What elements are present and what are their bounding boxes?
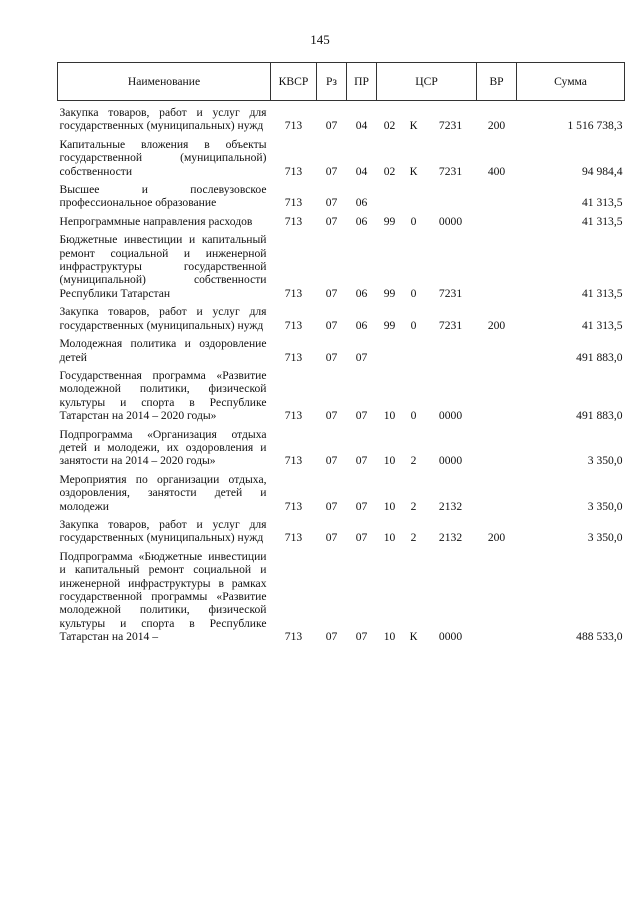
cell-sum: 94 984,4 — [581, 164, 623, 178]
cell-kvsr: 713 — [284, 119, 303, 133]
cell-csr1: 02 — [383, 164, 396, 178]
cell-pr: 07 — [355, 630, 368, 644]
header-csr: ЦСР — [377, 63, 477, 101]
cell-rz: 07 — [325, 499, 338, 513]
cell-csr3: 7231 — [438, 286, 463, 300]
cell-vr: 400 — [487, 164, 506, 178]
cell-vr — [477, 332, 517, 364]
header-name: Наименование — [58, 63, 271, 101]
cell-csr2: 0 — [410, 318, 417, 332]
cell-kvsr: 713 — [284, 409, 303, 423]
cell-sum: 491 883,0 — [576, 409, 623, 423]
cell-vr — [477, 210, 517, 228]
cell-csr2: К — [409, 630, 418, 644]
cell-vr — [477, 423, 517, 468]
cell-pr: 06 — [355, 196, 368, 210]
cell-rz: 07 — [325, 318, 338, 332]
cell-kvsr: 713 — [284, 630, 303, 644]
cell-rz: 07 — [325, 164, 338, 178]
cell-pr: 07 — [355, 499, 368, 513]
cell-rz: 07 — [325, 454, 338, 468]
cell-csr3 — [425, 332, 477, 364]
cell-csr3: 0000 — [438, 630, 463, 644]
cell-sum: 1 516 738,3 — [567, 119, 623, 133]
cell-csr2: К — [409, 119, 418, 133]
cell-name: Высшее и послевузовское профессиональное образование — [59, 183, 267, 210]
cell-rz: 07 — [325, 409, 338, 423]
cell-kvsr: 713 — [284, 318, 303, 332]
cell-sum: 41 313,5 — [581, 318, 623, 332]
cell-csr3 — [425, 178, 477, 210]
cell-pr: 07 — [355, 454, 368, 468]
cell-name: Закупка товаров, работ и услуг для государственных (муниципальных) нужд — [59, 517, 267, 545]
cell-sum: 41 313,5 — [581, 196, 623, 210]
cell-csr1: 10 — [383, 531, 396, 545]
cell-sum: 3 350,0 — [587, 499, 623, 513]
cell-pr: 06 — [355, 214, 368, 228]
cell-kvsr: 713 — [284, 454, 303, 468]
cell-csr2: 0 — [410, 286, 417, 300]
cell-vr: 200 — [487, 318, 506, 332]
cell-pr: 06 — [355, 318, 368, 332]
cell-csr1: 10 — [383, 409, 396, 423]
table-row — [58, 210, 625, 228]
cell-rz: 07 — [325, 196, 338, 210]
cell-name: Молодежная политика и оздоровление детей — [59, 337, 267, 364]
cell-name: Государственная программа «Развитие молодежной политики, физической культуры и спорта в Республике Татарстан на 2014 – 2020 годы» — [59, 368, 267, 423]
cell-vr: 200 — [487, 531, 506, 545]
cell-csr2 — [403, 332, 425, 364]
cell-rz: 07 — [325, 214, 338, 228]
cell-pr: 07 — [355, 531, 368, 545]
cell-name: Закупка товаров, работ и услуг для государственных (муниципальных) нужд — [59, 106, 267, 133]
cell-csr1: 02 — [383, 119, 396, 133]
cell-name: Капитальные вложения в объекты государственной (муниципальной) собственности — [59, 137, 267, 178]
cell-kvsr: 713 — [284, 196, 303, 210]
cell-name: Подпрограмма «Бюджетные инвестиции и капитальный ремонт социальной и инженерной инфраструктуры в рамках государственной программы «Развитие молодежной политики, физической культуры и спорта в Республике Татарстан на 2014 – — [59, 549, 267, 644]
cell-name: Бюджетные инвестиции и капитальный ремонт социальной и инженерной инфраструктуры государственной (муниципальной) собственности Республики Татарстан — [59, 233, 267, 300]
header-pr: ПР — [347, 63, 377, 101]
cell-csr3: 7231 — [438, 164, 463, 178]
cell-csr2: 0 — [410, 409, 417, 423]
cell-vr: 200 — [487, 119, 506, 133]
table-row — [58, 468, 625, 513]
cell-csr2 — [403, 178, 425, 210]
cell-csr3: 2132 — [438, 531, 463, 545]
cell-csr1 — [377, 332, 403, 364]
header-sum: Сумма — [517, 63, 625, 101]
cell-kvsr: 713 — [284, 531, 303, 545]
table-row — [58, 545, 625, 644]
cell-pr: 07 — [355, 409, 368, 423]
cell-vr — [477, 178, 517, 210]
cell-vr — [477, 468, 517, 513]
table-row — [58, 423, 625, 468]
cell-name: Подпрограмма «Организация отдыха детей и молодежи, их оздоровления и занятости на 2014 – 2020 годы» — [59, 427, 267, 468]
cell-kvsr: 713 — [284, 350, 303, 364]
cell-csr2: 2 — [410, 454, 417, 468]
table-row — [58, 133, 625, 178]
table-header-row — [58, 63, 625, 101]
cell-csr1: 10 — [383, 630, 396, 644]
cell-rz: 07 — [325, 531, 338, 545]
cell-csr1: 99 — [383, 318, 396, 332]
table-row — [58, 300, 625, 332]
cell-rz: 07 — [325, 119, 338, 133]
cell-csr2: 2 — [410, 531, 417, 545]
cell-csr2: 2 — [410, 499, 417, 513]
cell-sum: 488 533,0 — [576, 630, 623, 644]
cell-csr1: 10 — [383, 454, 396, 468]
table-row — [58, 332, 625, 364]
cell-kvsr: 713 — [284, 214, 303, 228]
cell-csr1 — [377, 178, 403, 210]
cell-vr — [477, 545, 517, 644]
cell-name: Закупка товаров, работ и услуг для государственных (муниципальных) нужд — [59, 305, 267, 332]
cell-csr3: 2132 — [438, 499, 463, 513]
cell-sum: 3 350,0 — [587, 454, 623, 468]
cell-csr1: 99 — [383, 286, 396, 300]
cell-vr — [477, 228, 517, 300]
cell-csr3: 0000 — [438, 454, 463, 468]
cell-pr: 07 — [355, 350, 368, 364]
cell-pr: 04 — [355, 164, 368, 178]
cell-rz: 07 — [325, 350, 338, 364]
cell-name: Непрограммные направления расходов — [59, 214, 253, 228]
cell-sum: 41 313,5 — [581, 214, 623, 228]
table-row — [58, 178, 625, 210]
cell-rz: 07 — [325, 630, 338, 644]
cell-pr: 06 — [355, 286, 368, 300]
cell-kvsr: 713 — [284, 499, 303, 513]
cell-name: Мероприятия по организации отдыха, оздоровления, занятости детей и молодежи — [59, 472, 267, 513]
header-rz: Рз — [317, 63, 347, 101]
cell-rz: 07 — [325, 286, 338, 300]
header-kvsr: КВСР — [271, 63, 317, 101]
cell-kvsr: 713 — [284, 286, 303, 300]
budget-table — [57, 62, 625, 644]
cell-csr3: 0000 — [438, 214, 463, 228]
table-body — [58, 101, 625, 644]
cell-csr3: 0000 — [438, 409, 463, 423]
cell-kvsr: 713 — [284, 164, 303, 178]
table-row — [58, 364, 625, 423]
cell-pr: 04 — [355, 119, 368, 133]
table-row — [58, 101, 625, 133]
page-number: 145 — [310, 32, 330, 47]
cell-sum: 491 883,0 — [576, 350, 623, 364]
table-row — [58, 513, 625, 545]
table-row — [58, 228, 625, 300]
cell-csr2: К — [409, 164, 418, 178]
cell-csr2: 0 — [410, 214, 417, 228]
cell-csr1: 99 — [383, 214, 396, 228]
cell-vr — [477, 364, 517, 423]
cell-sum: 3 350,0 — [587, 531, 623, 545]
header-vr: ВР — [477, 63, 517, 101]
cell-csr3: 7231 — [438, 119, 463, 133]
cell-sum: 41 313,5 — [581, 286, 623, 300]
cell-csr1: 10 — [383, 499, 396, 513]
cell-csr3: 7231 — [438, 318, 463, 332]
